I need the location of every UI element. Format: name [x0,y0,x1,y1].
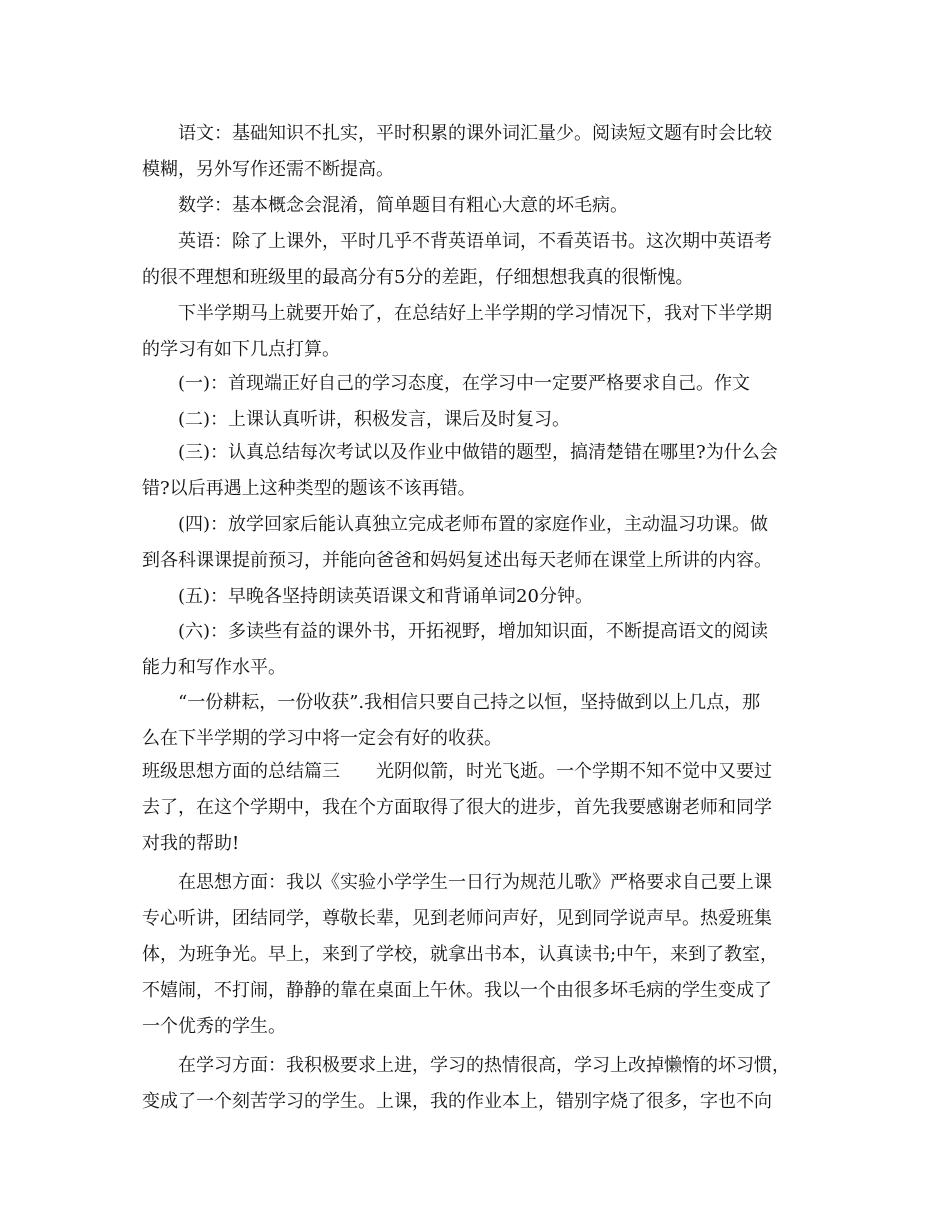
text-line: (四)：放学回家后能认真独立完成老师布置的家庭作业，主动温习功课。做 [178,514,769,535]
text-line: (五)：早晚各坚持朗读英语课文和背诵单词20分钟。 [178,586,593,607]
text-line: (一)：首现端正好自己的学习态度，在学习中一定要严格要求自己。作文 [178,373,751,394]
text-line: 去了，在这个学期中，我在个方面取得了很大的进步，首先我要感谢老师和同学 [142,797,772,818]
text-line: (二)：上课认真听讲，积极发言，课后及时复习。 [178,409,571,430]
text-line: 一个优秀的学生。 [142,1016,286,1037]
text-line: 在学习方面：我积极要求上进，学习的热情很高，学习上改掉懒惰的坏习惯， [178,1055,790,1076]
text-line: 对我的帮助! [142,833,240,854]
section-heading-line: 班级思想方面的总结篇三 光阴似箭，时光飞逝。一个学期不知不觉中又要过 [142,761,772,782]
text-line: 在思想方面：我以《实验小学学生一日行为规范儿歌》严格要求自己要上课 [178,872,772,893]
text-line: 不嬉闹，不打闹，静静的靠在桌面上午休。我以一个由很多坏毛病的学生变成了 [142,980,772,1001]
text-line: 模糊，另外写作还需不断提高。 [142,159,394,180]
text-line: (六)：多读些有益的课外书，开拓视野，增加知识面，不断提高语文的阅读 [178,621,769,642]
text-line: 错?以后再遇上这种类型的题该不该再错。 [142,478,476,499]
text-line: 的很不理想和班级里的最高分有5分的差距，仔细想想我真的很惭愧。 [142,267,694,288]
text-line: (三)：认真总结每次考试以及作业中做错的题型，搞清楚错在哪里?为什么会 [178,442,778,463]
text-line: 下半学期马上就要开始了，在总结好上半学期的学习情况下，我对下半学期 [178,303,772,324]
text-line: 么在下半学期的学习中将一定会有好的收获。 [142,728,502,749]
text-line: 语文：基础知识不扎实，平时积累的课外词汇量少。阅读短文题有时会比较 [178,123,772,144]
text-line: 数学：基本概念会混淆，简单题目有粗心大意的坏毛病。 [178,195,628,216]
text-line: 的学习有如下几点打算。 [142,339,340,360]
text-line: 到各科课课提前预习，并能向爸爸和妈妈复述出每天老师在课堂上所讲的内容。 [142,550,772,571]
text-line: 体，为班争光。早上，来到了学校，就拿出书本，认真读书;中午，来到了教室， [142,944,779,965]
text-line: 变成了一个刻苦学习的学生。上课，我的作业本上，错别字烧了很多，字也不向 [142,1091,772,1112]
text-line: 能力和写作水平。 [142,657,286,678]
text-line: “一份耕耘，一份收获”.我相信只要自己持之以恒，坚持做到以上几点，那 [178,692,761,713]
text-line: 专心听讲，团结同学，尊敬长辈，见到老师问声好，见到同学说声早。热爱班集 [142,908,772,929]
text-line: 英语：除了上课外，平时几乎不背英语单词，不看英语书。这次期中英语考 [178,231,772,252]
